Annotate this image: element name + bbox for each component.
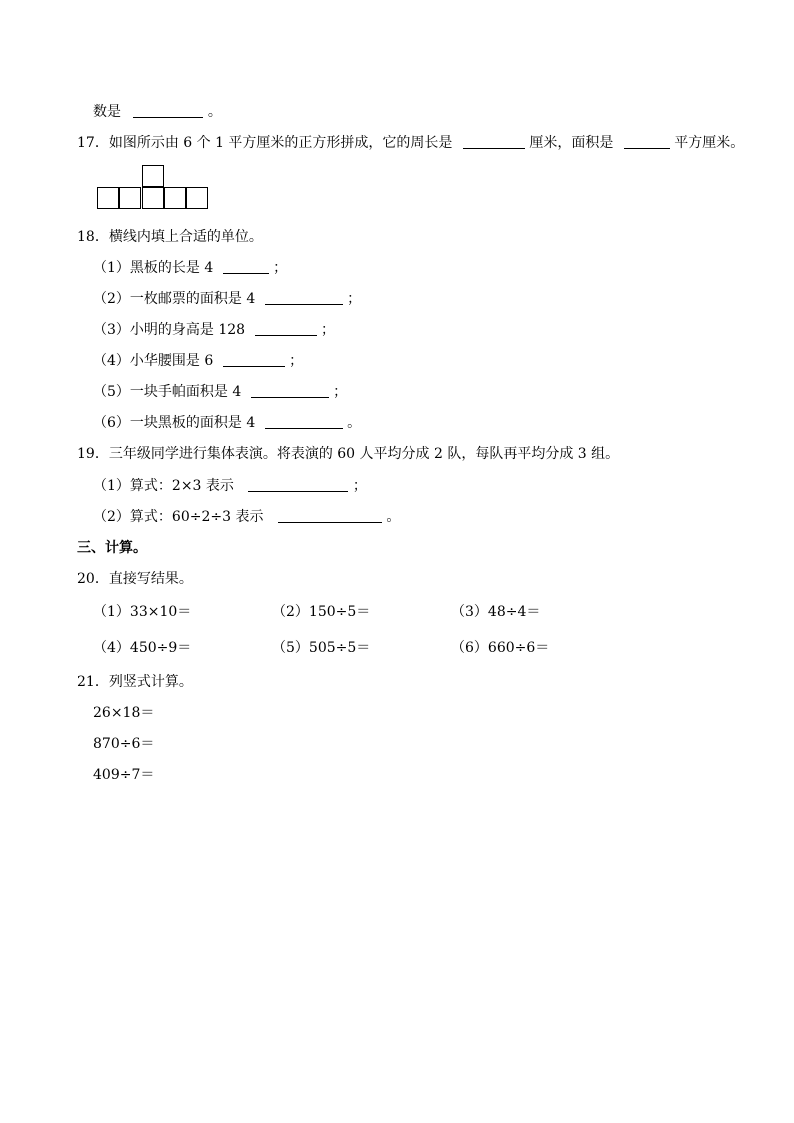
q20-item-1: （1）33×10＝ [93,604,192,620]
square-bottom-1 [97,187,119,209]
q20-item-4: （4）450÷9＝ [93,640,192,656]
square-bottom-3 [142,187,164,209]
q18-answer-blank[interactable] [265,290,343,305]
q19-item-suffix: 。 [386,509,401,525]
q19-item-label: （2）算式：60÷2÷3 表示 [93,509,264,525]
q18-item-4 [93,352,303,370]
q19-title: 19．三年级同学进行集体表演。将表演的 60 人平均分成 2 队，每队再平均分成 3 组。 [77,446,620,462]
q18-title: 18．横线内填上合适的单位。 [77,229,263,245]
q21-title: 21．列竖式计算。 [77,674,193,690]
q19-item-suffix: ； [352,478,367,494]
q18-item-suffix: ； [333,384,348,400]
q16-continuation [93,103,222,121]
square-bottom-2 [119,187,141,209]
q19-answer-blank[interactable] [278,508,382,523]
q21-item-2: 870÷6＝ [93,736,155,752]
q18-item-1 [93,259,287,277]
q20-title: 20．直接写结果。 [77,571,193,587]
q21-item-1: 26×18＝ [93,705,155,721]
square-bottom-4 [164,187,186,209]
q18-item-suffix: ； [321,322,335,338]
six-square-figure [97,165,212,211]
q16-suffix: 。 [207,104,222,120]
q16-answer-blank[interactable] [133,103,203,118]
q18-item-label: （2）一枚邮票的面积是 4 [93,291,256,307]
q17-perimeter-blank[interactable] [463,134,525,149]
q17-text-b: 厘米，面积是 [529,135,614,151]
q17-text-a: 17．如图所示由 6 个 1 平方厘米的正方形拼成，它的周长是 [77,135,453,151]
q16-prefix: 数是 [93,104,121,120]
q17-question [77,134,744,152]
q19-item-1 [93,477,367,495]
q18-item-suffix: ； [273,260,288,276]
q18-answer-blank[interactable] [255,321,317,336]
q18-item-2 [93,290,361,308]
q18-answer-blank[interactable] [265,414,343,429]
q20-item-2: （2）150÷5＝ [272,604,371,620]
q20-item-5: （5）505÷5＝ [272,640,371,656]
q18-item-label: （6）一块黑板的面积是 4 [93,415,256,431]
q18-item-label: （4）小华腰围是 6 [93,353,214,369]
square-top [142,165,164,187]
q18-item-6 [93,414,361,432]
q18-item-suffix: 。 [347,415,362,431]
q17-area-blank[interactable] [624,134,670,149]
q19-item-label: （1）算式：2×3 表示 [93,478,234,494]
q18-item-3 [93,321,335,339]
q18-item-suffix: ； [347,291,362,307]
q18-item-label: （1）黑板的长是 4 [93,260,214,276]
q18-item-suffix: ； [289,353,304,369]
q18-answer-blank[interactable] [251,383,329,398]
q21-item-3: 409÷7＝ [93,767,155,783]
section-3-heading: 三、计算。 [77,540,147,556]
q18-item-5 [93,383,347,401]
q20-item-3: （3）48÷4＝ [451,604,541,620]
q19-item-2 [93,508,400,526]
q17-text-c: 平方厘米。 [674,135,745,151]
q20-item-6: （6）660÷6＝ [451,640,550,656]
q18-item-label: （3）小明的身高是 128 [93,322,246,338]
square-bottom-5 [186,187,208,209]
q18-answer-blank[interactable] [223,352,285,367]
q19-answer-blank[interactable] [248,477,348,492]
q18-answer-blank[interactable] [223,259,269,274]
q18-item-label: （5）一块手帕面积是 4 [93,384,242,400]
